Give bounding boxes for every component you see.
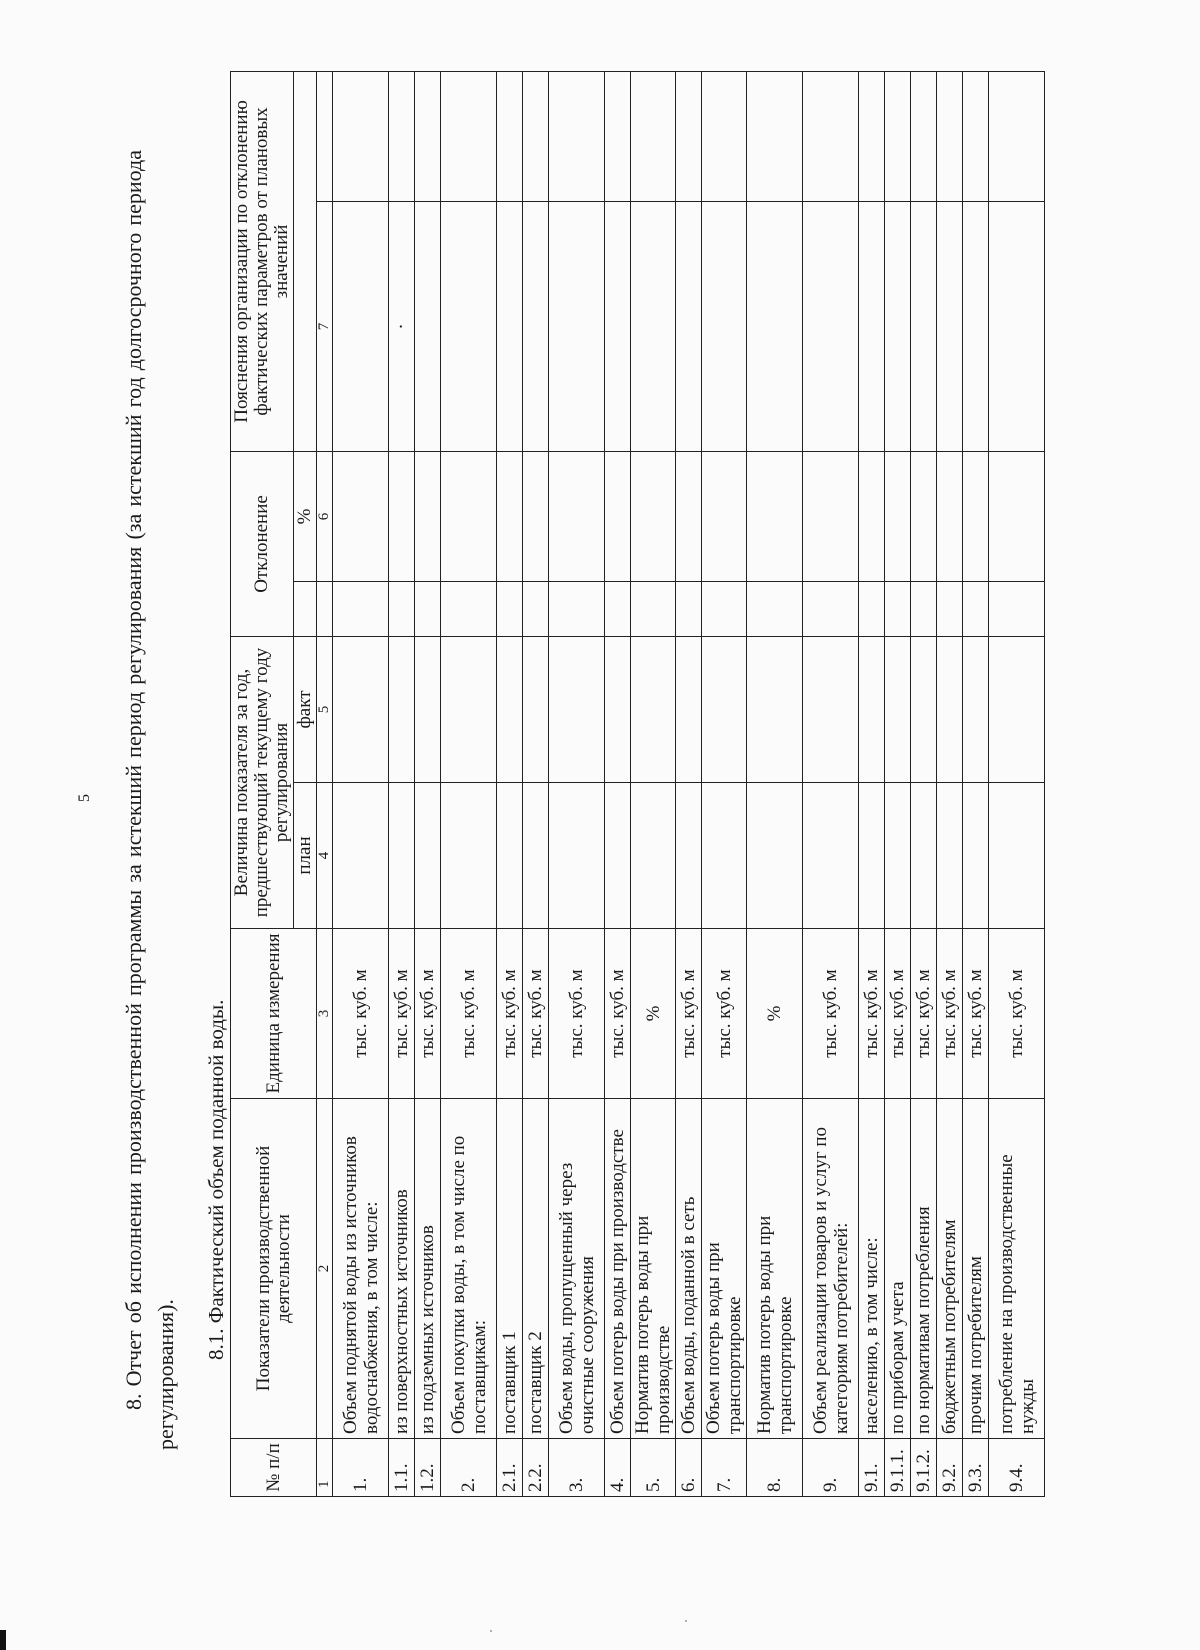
document-title: 8. Отчет об исполнении производственной программы за истекший период регулирования (за истекший год долгосрочного периода регулирования). [121,150,178,1450]
row-deviation [523,582,549,637]
row-deviation [803,582,859,637]
row-deviation [497,582,523,637]
colnum-3: 3 [317,929,333,1099]
colnum-empty [317,582,333,637]
header-value-group: Величина показателя за год, предшествующий текущему году регулирования [231,637,294,929]
row-plan [911,783,937,929]
row-num: 1. [333,1439,389,1497]
header-num: № п/п [231,1439,317,1497]
row-num: 9.2. [937,1439,963,1497]
row-deviation [989,582,1045,637]
row-explanation [549,201,605,451]
row-fact [441,637,497,783]
colnum-2: 2 [317,1099,333,1439]
row-explanation [859,201,885,451]
row-deviation-pct [937,451,963,581]
row-unit: тыс. куб. м [497,929,523,1099]
row-indicator: бюджетным потребителям [937,1099,963,1439]
table-row [523,71,549,1496]
row-plan [605,783,631,929]
row-fact [389,637,415,783]
row-indicator: из поверхностных источников [389,1099,415,1439]
row-explanation-2 [989,71,1045,201]
row-num: 6. [676,1439,702,1497]
table-row [549,71,605,1496]
row-explanation-2 [389,71,415,201]
colnum-7: 7 [317,201,333,451]
row-indicator: по нормативам потребления [911,1099,937,1439]
row-explanation [631,201,676,451]
row-deviation-pct [441,451,497,581]
row-explanation-2 [631,71,676,201]
row-num: 2.1. [497,1439,523,1497]
row-num: 4. [605,1439,631,1497]
row-num: 9. [803,1439,859,1497]
row-fact [702,637,747,783]
row-deviation-pct [523,451,549,581]
table-row [963,71,989,1496]
row-explanation-2 [676,71,702,201]
row-indicator: поставщик 1 [497,1099,523,1439]
row-deviation-pct [631,451,676,581]
table-row [415,71,441,1496]
row-explanation [963,201,989,451]
row-deviation-pct [747,451,803,581]
row-explanation-2 [497,71,523,201]
row-explanation-2 [859,71,885,201]
row-unit: тыс. куб. м [937,929,963,1099]
row-deviation [702,582,747,637]
row-num: 9.1. [859,1439,885,1497]
row-explanation [803,201,859,451]
table-row [631,71,676,1496]
row-fact [415,637,441,783]
row-deviation [963,582,989,637]
row-unit: тыс. куб. м [859,929,885,1099]
row-explanation [415,201,441,451]
row-num: 3. [549,1439,605,1497]
row-unit: тыс. куб. м [605,929,631,1099]
row-fact [631,637,676,783]
row-deviation [549,582,605,637]
row-unit: % [747,929,803,1099]
row-deviation-pct [803,451,859,581]
row-plan [989,783,1045,929]
row-explanation [676,201,702,451]
table-row [389,71,415,1496]
row-unit: тыс. куб. м [702,929,747,1099]
row-indicator: Объем покупки воды, в том числе по поставщикам: [441,1099,497,1439]
row-deviation-pct [859,451,885,581]
row-deviation [937,582,963,637]
row-unit: тыс. куб. м [803,929,859,1099]
row-plan [523,783,549,929]
row-fact [333,637,389,783]
row-fact [885,637,911,783]
colnum-4: 4 [317,783,333,929]
row-deviation-pct [549,451,605,581]
row-deviation [333,582,389,637]
row-fact [605,637,631,783]
row-explanation [333,201,389,451]
row-explanation [523,201,549,451]
header-unit: Единица измерения [231,929,317,1099]
row-explanation-2 [523,71,549,201]
row-explanation: · [389,201,415,451]
row-unit: тыс. куб. м [415,929,441,1099]
row-explanation-2 [549,71,605,201]
scan-edge-mark [0,1630,6,1650]
row-explanation-2 [803,71,859,201]
row-fact [549,637,605,783]
row-plan [333,783,389,929]
row-num: 1.2. [415,1439,441,1497]
header-explanation-empty [294,71,317,451]
row-explanation-2 [911,71,937,201]
row-plan [963,783,989,929]
row-deviation-pct [989,451,1045,581]
column-number-row [317,71,333,1496]
row-explanation-2 [605,71,631,201]
row-fact [523,637,549,783]
scan-speck [490,1630,492,1632]
row-fact [803,637,859,783]
row-deviation-pct [963,451,989,581]
row-fact [747,637,803,783]
row-plan [441,783,497,929]
row-deviation-pct [605,451,631,581]
row-unit: тыс. куб. м [389,929,415,1099]
row-unit: % [631,929,676,1099]
header-plan: план [294,783,317,929]
row-fact [911,637,937,783]
table-row [937,71,963,1496]
row-num: 9.4. [989,1439,1045,1497]
row-explanation-2 [885,71,911,201]
row-plan [389,783,415,929]
header-fact: факт [294,637,317,783]
row-indicator: Объем потерь воды при транспортировке [702,1099,747,1439]
table-row [885,71,911,1496]
row-explanation [441,201,497,451]
row-unit: тыс. куб. м [676,929,702,1099]
row-explanation-2 [415,71,441,201]
row-unit: тыс. куб. м [333,929,389,1099]
row-plan [803,783,859,929]
row-fact [937,637,963,783]
row-deviation [859,582,885,637]
row-deviation [911,582,937,637]
row-deviation-pct [497,451,523,581]
row-explanation-2 [441,71,497,201]
header-indicator: Показатели производственной деятельности [231,1099,317,1439]
row-fact [859,637,885,783]
table-row [605,71,631,1496]
row-explanation-2 [937,71,963,201]
header-row-1 [231,71,294,1496]
row-indicator: поставщик 2 [523,1099,549,1439]
row-plan [497,783,523,929]
row-explanation [497,201,523,451]
row-plan [415,783,441,929]
row-fact [497,637,523,783]
row-deviation [415,582,441,637]
row-indicator: населению, в том числе: [859,1099,885,1439]
row-indicator: Норматив потерь воды при производстве [631,1099,676,1439]
water-volume-table [230,71,1045,1497]
row-unit: тыс. куб. м [549,929,605,1099]
colnum-5: 5 [317,637,333,783]
row-indicator: прочим потребителям [963,1099,989,1439]
row-indicator: Объем потерь воды при производстве [605,1099,631,1439]
colnum-1: 1 [317,1439,333,1497]
row-deviation [389,582,415,637]
row-unit: тыс. куб. м [989,929,1045,1099]
header-deviation: Отклонение [231,451,294,636]
row-deviation-pct [389,451,415,581]
row-plan [747,783,803,929]
row-deviation-pct [415,451,441,581]
row-deviation [631,582,676,637]
row-num: 7. [702,1439,747,1497]
row-num: 8. [747,1439,803,1497]
row-plan [676,783,702,929]
row-unit: тыс. куб. м [963,929,989,1099]
row-explanation [911,201,937,451]
row-indicator: Норматив потерь воды при транспортировке [747,1099,803,1439]
table-row [333,71,389,1496]
table-row [803,71,859,1496]
row-explanation-2 [963,71,989,201]
row-num: 1.1. [389,1439,415,1497]
row-explanation-2 [747,71,803,201]
header-deviation-empty [294,582,317,637]
row-explanation [747,201,803,451]
row-num: 2. [441,1439,497,1497]
table-row [859,71,885,1496]
row-deviation [676,582,702,637]
row-deviation [441,582,497,637]
row-explanation [989,201,1045,451]
row-fact [963,637,989,783]
row-deviation [605,582,631,637]
row-num: 2.2. [523,1439,549,1497]
row-unit: тыс. куб. м [911,929,937,1099]
row-indicator: потребление на производственные нужды [989,1099,1045,1439]
row-deviation [747,582,803,637]
table-body [333,71,1045,1496]
table-row [911,71,937,1496]
table-row [441,71,497,1496]
row-indicator: Объем воды, пропущенный через очистные сооружения [549,1099,605,1439]
row-plan [631,783,676,929]
row-num: 9.1.1. [885,1439,911,1497]
row-explanation-2 [702,71,747,201]
row-num: 5. [631,1439,676,1497]
row-unit: тыс. куб. м [523,929,549,1099]
row-fact [989,637,1045,783]
section-title: 8.1. Фактический объем поданной воды. [204,999,228,1360]
table-row [676,71,702,1496]
table-row [989,71,1045,1496]
header-deviation-pct: % [294,451,317,581]
row-explanation [885,201,911,451]
row-indicator: Объем поднятой воды из источников водоснабжения, в том числе: [333,1099,389,1439]
row-explanation [605,201,631,451]
scan-speck [685,1620,687,1622]
row-plan [702,783,747,929]
row-plan [549,783,605,929]
row-deviation-pct [333,451,389,581]
row-plan [937,783,963,929]
row-explanation [702,201,747,451]
row-unit: тыс. куб. м [885,929,911,1099]
row-unit: тыс. куб. м [441,929,497,1099]
table-row [702,71,747,1496]
row-num: 9.1.2. [911,1439,937,1497]
row-deviation-pct [702,451,747,581]
table-row [747,71,803,1496]
table-row [497,71,523,1496]
row-indicator: Объем реализации товаров и услуг по категориям потребителей: [803,1099,859,1439]
row-deviation-pct [911,451,937,581]
colnum-6: 6 [317,451,333,581]
row-num: 9.3. [963,1439,989,1497]
row-explanation-2 [333,71,389,201]
header-explanation: Пояснения организации по отклонению фактических параметров от плановых значений [231,71,294,451]
row-deviation-pct [676,451,702,581]
row-indicator: Объем воды, поданной в сеть [676,1099,702,1439]
row-indicator: по приборам учета [885,1099,911,1439]
row-fact [676,637,702,783]
row-deviation-pct [885,451,911,581]
page-number: 5 [76,794,93,802]
row-deviation [885,582,911,637]
row-indicator: из подземных источников [415,1099,441,1439]
row-plan [885,783,911,929]
row-plan [859,783,885,929]
row-explanation [937,201,963,451]
colnum-empty-2 [317,71,333,201]
